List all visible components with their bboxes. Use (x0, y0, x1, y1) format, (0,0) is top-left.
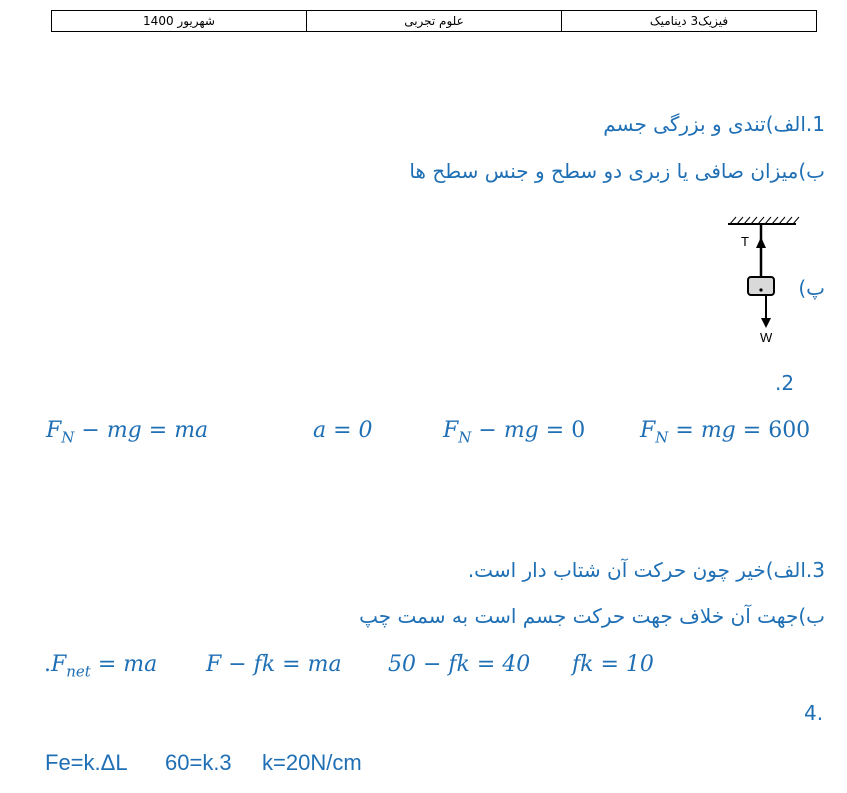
tension-arrowhead (756, 237, 766, 248)
q2-eq3: $F_N$ − mg = 0 (443, 418, 586, 447)
q3-a-text: الف)خیر چون حرکت آن شتاب دار است. (467, 558, 806, 582)
q1-part-c: پ) (798, 276, 825, 300)
free-body-diagram (720, 212, 810, 352)
weight-label: W (760, 330, 773, 345)
header-field: علوم تجربی (306, 11, 561, 31)
block (748, 277, 774, 295)
q1-number: 1. (805, 112, 825, 136)
q3-eq3 (388, 652, 530, 677)
q3-eq2 (206, 652, 342, 677)
q1-part-b: ب)میزان صافی یا زبری دو سطح و جنس سطح ها (409, 159, 825, 183)
ceiling-hatch (730, 217, 799, 224)
q3-eq3-text: 50 − fk = 40 (388, 652, 531, 677)
header-table (51, 10, 817, 32)
q2-eq1: $F_N$ − mg = ma (46, 418, 209, 447)
q1-a-text: الف)تندی و بزرگی جسم (603, 112, 806, 136)
q3-part-b: ب)جهت آن خلاف جهت حرکت جسم است به سمت چپ (359, 604, 825, 628)
q3-eq4-text: fk = 10 (572, 652, 654, 677)
header-date: شهریور 1400 (143, 14, 215, 28)
tension-label: T (741, 234, 749, 249)
weight-arrowhead (761, 318, 771, 328)
center-point (759, 288, 762, 291)
q4-eq3: k=20N/cm (262, 750, 362, 775)
header-subject: فیزیک3 دینامیک (561, 11, 816, 31)
q4-eq1: Fe=k.ΔL (45, 750, 128, 775)
q4-number: 4. (804, 701, 824, 725)
q3-part-a (468, 558, 825, 582)
q2-eq2-text: a = 0 (313, 418, 373, 443)
q3-number: 3. (805, 558, 825, 582)
q2-eq2 (313, 418, 373, 443)
q3-eq4 (572, 652, 654, 677)
q3-eq1: $.F_{net}$ = ma (44, 652, 158, 681)
q4-eq2: 60=k.3 (165, 750, 232, 775)
q3-eq2-text: F − fk = ma (206, 652, 342, 677)
q1-part-a (603, 112, 825, 136)
q2-eq4: $F_N$ = mg = 600 (640, 418, 811, 447)
q2-number: .2 (775, 371, 795, 395)
